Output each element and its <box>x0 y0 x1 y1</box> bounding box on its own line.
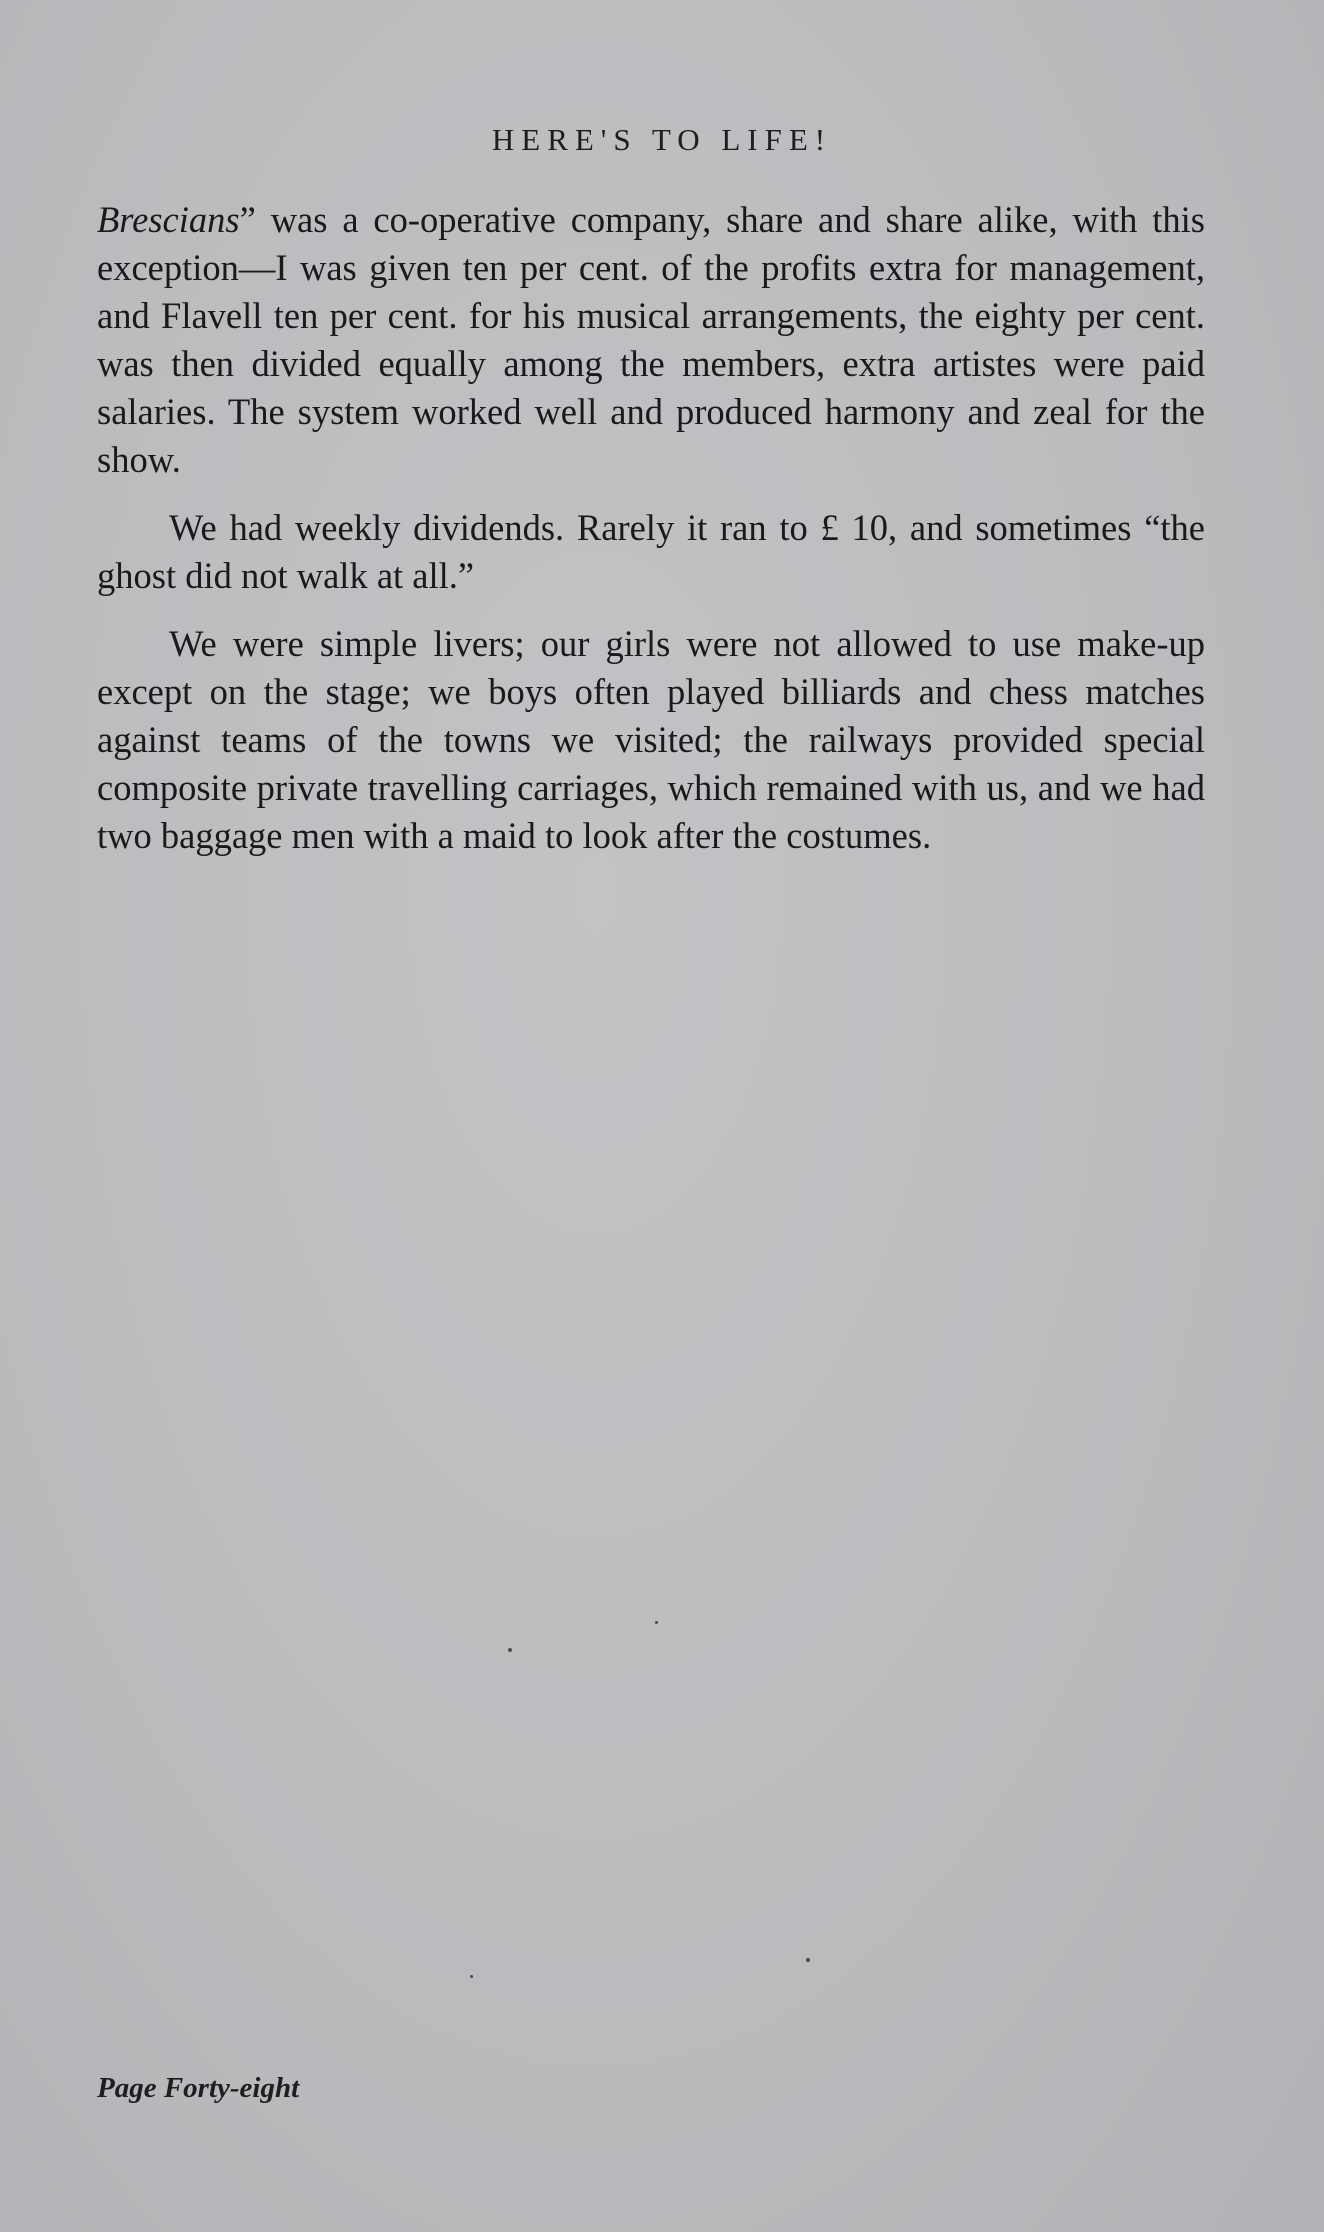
paper-speck <box>508 1648 512 1652</box>
paragraph-2: We had weekly dividends. Rarely it ran to £ 10, and sometimes “the ghost did not walk at all.” <box>97 507 1205 596</box>
paragraph-1-text: ” was a co-operative company, share and share alike, with this exception—I was given ten per cent. of the profits extra for management, and Flavell ten per cent. for his musical arrangements, the eighty per cent. was then divided equally among the members, extra artistes were paid salaries. The system worked well and produced harmony and zeal for the show. <box>97 199 1205 480</box>
running-head: HERE'S TO LIFE! <box>491 122 833 157</box>
paragraph-3: We were simple livers; our girls were not allowed to use make-up except on the stage; we boys often played billiards and chess matches against teams of the towns we visited; the railways provided special composite private travelling carriages, which remained with us, and we had two baggage men with a maid to look after the costumes. <box>97 623 1205 856</box>
paper-speck <box>806 1958 810 1962</box>
page-number: Page Forty-eight <box>97 2072 300 2104</box>
paper-speck <box>655 1621 658 1624</box>
paragraph-1-italic-lead: Brescians <box>97 199 240 240</box>
paragraph-1 <box>97 196 1205 484</box>
paper-speck <box>470 1975 473 1978</box>
body-text <box>97 196 1205 860</box>
